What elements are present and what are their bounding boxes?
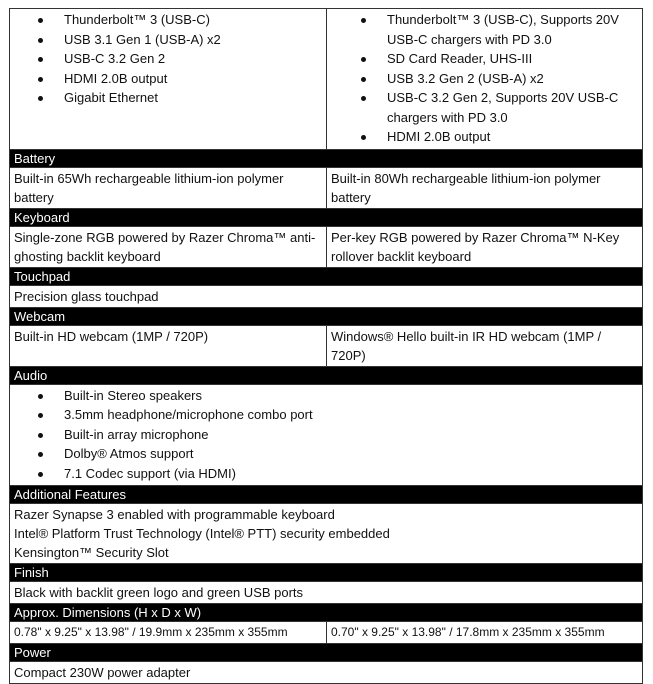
list-item: USB 3.2 Gen 2 (USB-A) x2 [387, 69, 638, 89]
section-header-power: Power [10, 644, 643, 662]
list-item: USB-C 3.2 Gen 2 [64, 49, 322, 69]
additional-row [10, 504, 643, 564]
section-header-additional: Additional Features [10, 486, 643, 504]
audio-cell [10, 384, 643, 486]
spec-table [9, 8, 643, 684]
ports-col1 [10, 9, 327, 150]
ports-col2 [327, 9, 643, 150]
section-header-touchpad: Touchpad [10, 267, 643, 285]
audio-list [14, 385, 638, 486]
list-item: Thunderbolt™ 3 (USB-C) [64, 10, 322, 30]
keyboard-row [10, 226, 643, 267]
section-header-audio: Audio [10, 366, 643, 384]
list-item: Dolby® Atmos support [64, 444, 638, 464]
ports-list-1 [14, 9, 322, 110]
list-item: HDMI 2.0B output [64, 69, 322, 89]
additional-line: Intel® Platform Trust Technology (Intel® PTT) security embedded [14, 526, 390, 541]
additional-cell [10, 504, 643, 564]
keyboard-header-row [10, 208, 643, 226]
section-header-webcam: Webcam [10, 307, 643, 325]
webcam-col1: Built-in HD webcam (1MP / 720P) [10, 325, 327, 366]
touchpad-row [10, 285, 643, 307]
battery-row [10, 167, 643, 208]
battery-col1: Built-in 65Wh rechargeable lithium-ion polymer battery [10, 167, 327, 208]
list-item: 7.1 Codec support (via HDMI) [64, 464, 638, 484]
touchpad-header-row [10, 267, 643, 285]
additional-line: Kensington™ Security Slot [14, 545, 169, 560]
list-item: HDMI 2.0B output [387, 127, 638, 147]
keyboard-col2: Per-key RGB powered by Razer Chroma™ N-Key rollover backlit keyboard [327, 226, 643, 267]
list-item: 3.5mm headphone/microphone combo port [64, 405, 638, 425]
power-value: Compact 230W power adapter [10, 662, 643, 684]
additional-line: Razer Synapse 3 enabled with programmable keyboard [14, 507, 335, 522]
finish-row [10, 582, 643, 604]
webcam-col2: Windows® Hello built-in IR HD webcam (1MP / 720P) [327, 325, 643, 366]
section-header-finish: Finish [10, 564, 643, 582]
finish-header-row [10, 564, 643, 582]
webcam-row [10, 325, 643, 366]
section-header-dimensions: Approx. Dimensions (H x D x W) [10, 604, 643, 622]
list-item: Built-in Stereo speakers [64, 386, 638, 406]
battery-header-row [10, 149, 643, 167]
additional-header-row [10, 486, 643, 504]
audio-row [10, 384, 643, 486]
dimensions-col2: 0.70" x 9.25" x 13.98" / 17.8mm x 235mm x 355mm [327, 622, 643, 644]
list-item: USB-C 3.2 Gen 2, Supports 20V USB-C chargers with PD 3.0 [387, 88, 638, 127]
dimensions-col1: 0.78" x 9.25" x 13.98" / 19.9mm x 235mm x 355mm [10, 622, 327, 644]
list-item: USB 3.1 Gen 1 (USB-A) x2 [64, 30, 322, 50]
keyboard-col1: Single-zone RGB powered by Razer Chroma™ anti-ghosting backlit keyboard [10, 226, 327, 267]
section-header-battery: Battery [10, 149, 643, 167]
list-item: Built-in array microphone [64, 425, 638, 445]
finish-value: Black with backlit green logo and green USB ports [10, 582, 643, 604]
dimensions-row [10, 622, 643, 644]
webcam-header-row [10, 307, 643, 325]
power-header-row [10, 644, 643, 662]
touchpad-value: Precision glass touchpad [10, 285, 643, 307]
list-item: SD Card Reader, UHS-III [387, 49, 638, 69]
section-header-keyboard: Keyboard [10, 208, 643, 226]
audio-header-row [10, 366, 643, 384]
dimensions-header-row [10, 604, 643, 622]
ports-row [10, 9, 643, 150]
ports-list-2 [331, 9, 638, 149]
battery-col2: Built-in 80Wh rechargeable lithium-ion polymer battery [327, 167, 643, 208]
list-item: Gigabit Ethernet [64, 88, 322, 108]
list-item: Thunderbolt™ 3 (USB-C), Supports 20V USB-C chargers with PD 3.0 [387, 10, 638, 49]
